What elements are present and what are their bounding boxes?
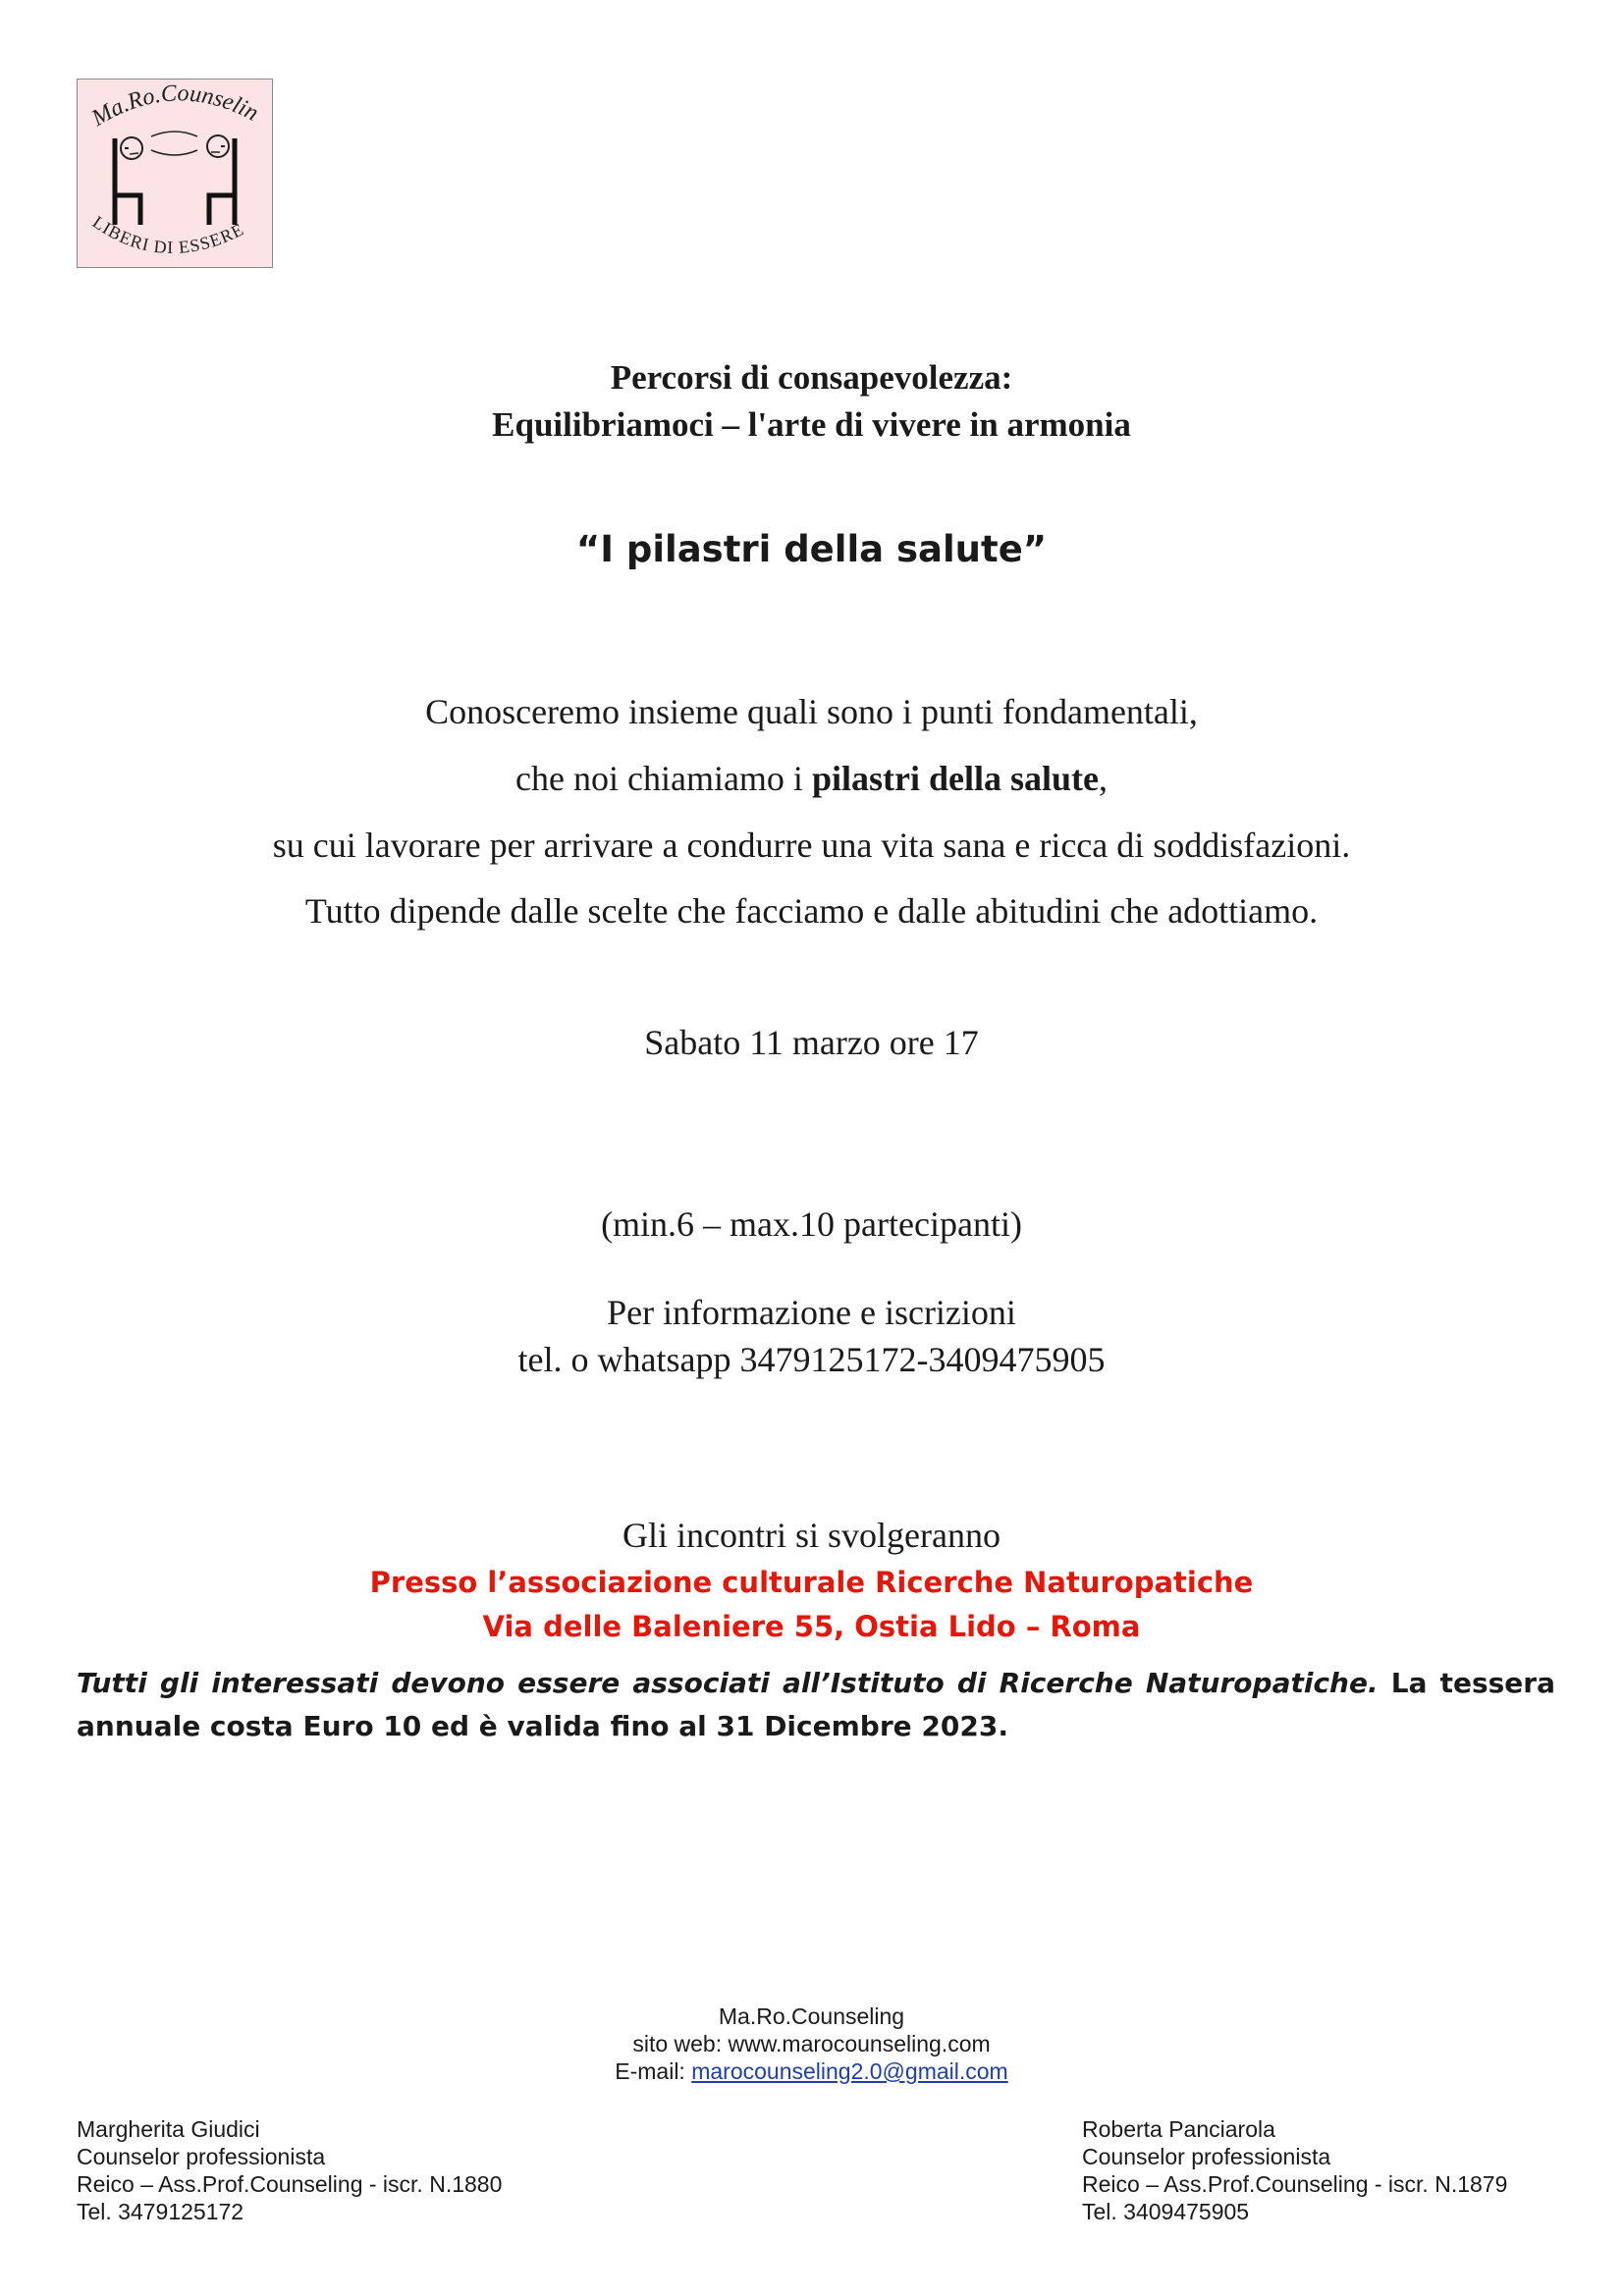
- description-bold-text: pilastri della salute: [811, 759, 1099, 798]
- header-line-1: Percorsi di consapevolezza:: [610, 358, 1013, 397]
- right-person-head: [207, 135, 229, 157]
- right-contact-role: Counselor professionista: [1082, 2144, 1331, 2169]
- location-address: Via delle Baleniere 55, Ostia Lido – Roma: [482, 1610, 1141, 1643]
- membership-fee: La tessera annuale costa Euro 10 ed è valida fino al 31 Dicembre 2023.: [77, 1667, 1555, 1742]
- footer-website[interactable]: sito web: www.marocounseling.com: [632, 2031, 991, 2056]
- left-contact: [77, 2115, 502, 2225]
- logo: [77, 79, 273, 268]
- left-person-head: [121, 137, 142, 159]
- logo-bottom-text: LIBERI DI ESSERE: [88, 211, 247, 258]
- event-date: Sabato 11 marzo ore 17: [644, 1023, 979, 1062]
- info-line-1: Per informazione e iscrizioni: [607, 1293, 1016, 1332]
- right-contact-registry: Reico – Ass.Prof.Counseling - iscr. N.1879: [1082, 2171, 1508, 2197]
- footer-email: [0, 2057, 1623, 2085]
- description-line-3: su cui lavorare per arrivare a condurre una vita sana e ricca di soddisfazioni.: [272, 826, 1351, 865]
- right-contact: [1082, 2115, 1507, 2225]
- email-label: E-mail:: [615, 2058, 692, 2084]
- logo-arc-text: Ma.Ro.Counselin: [87, 80, 263, 132]
- left-contact-registry: Reico – Ass.Prof.Counseling - iscr. N.1880: [77, 2171, 503, 2197]
- location-place: Presso l’associazione culturale Ricerche Naturopatiche: [369, 1566, 1254, 1599]
- header-line-2: Equilibriamoci – l'arte di vivere in armonia: [492, 405, 1131, 444]
- membership-note: [77, 1662, 1555, 1748]
- right-contact-phone: Tel. 3409475905: [1082, 2199, 1250, 2224]
- info-line-2: tel. o whatsapp 3479125172-3409475905: [517, 1340, 1106, 1379]
- footer-name: Ma.Ro.Counseling: [718, 2003, 905, 2029]
- left-chair-icon: [115, 138, 140, 225]
- event-title: “I pilastri della salute”: [575, 528, 1048, 570]
- participants-limit: (min.6 – max.10 partecipanti): [601, 1204, 1022, 1244]
- email-link[interactable]: marocounseling2.0@gmail.com: [691, 2058, 1008, 2084]
- description-line-4: Tutto dipende dalle scelte che facciamo e dalle abitudini che adottiamo.: [304, 891, 1319, 931]
- left-contact-role: Counselor professionista: [77, 2144, 326, 2169]
- description-punctuation: ,: [1098, 759, 1108, 798]
- description-line-1: Conosceremo insieme quali sono i punti fondamentali,: [425, 692, 1198, 731]
- right-chair-icon: [209, 138, 235, 225]
- left-contact-name: Margherita Giudici: [77, 2116, 260, 2142]
- location-intro: Gli incontri si svolgeranno: [622, 1516, 1001, 1555]
- logo-graphic: [78, 80, 272, 267]
- right-contact-name: Roberta Panciarola: [1082, 2116, 1275, 2142]
- description-text: che noi chiamiamo i: [515, 759, 812, 798]
- left-contact-phone: Tel. 3479125172: [77, 2199, 244, 2224]
- description-line-2: [0, 758, 1623, 799]
- membership-italic: Tutti gli interessati devono essere associati all’Istituto di Ricerche Naturopatiche.: [77, 1667, 1379, 1699]
